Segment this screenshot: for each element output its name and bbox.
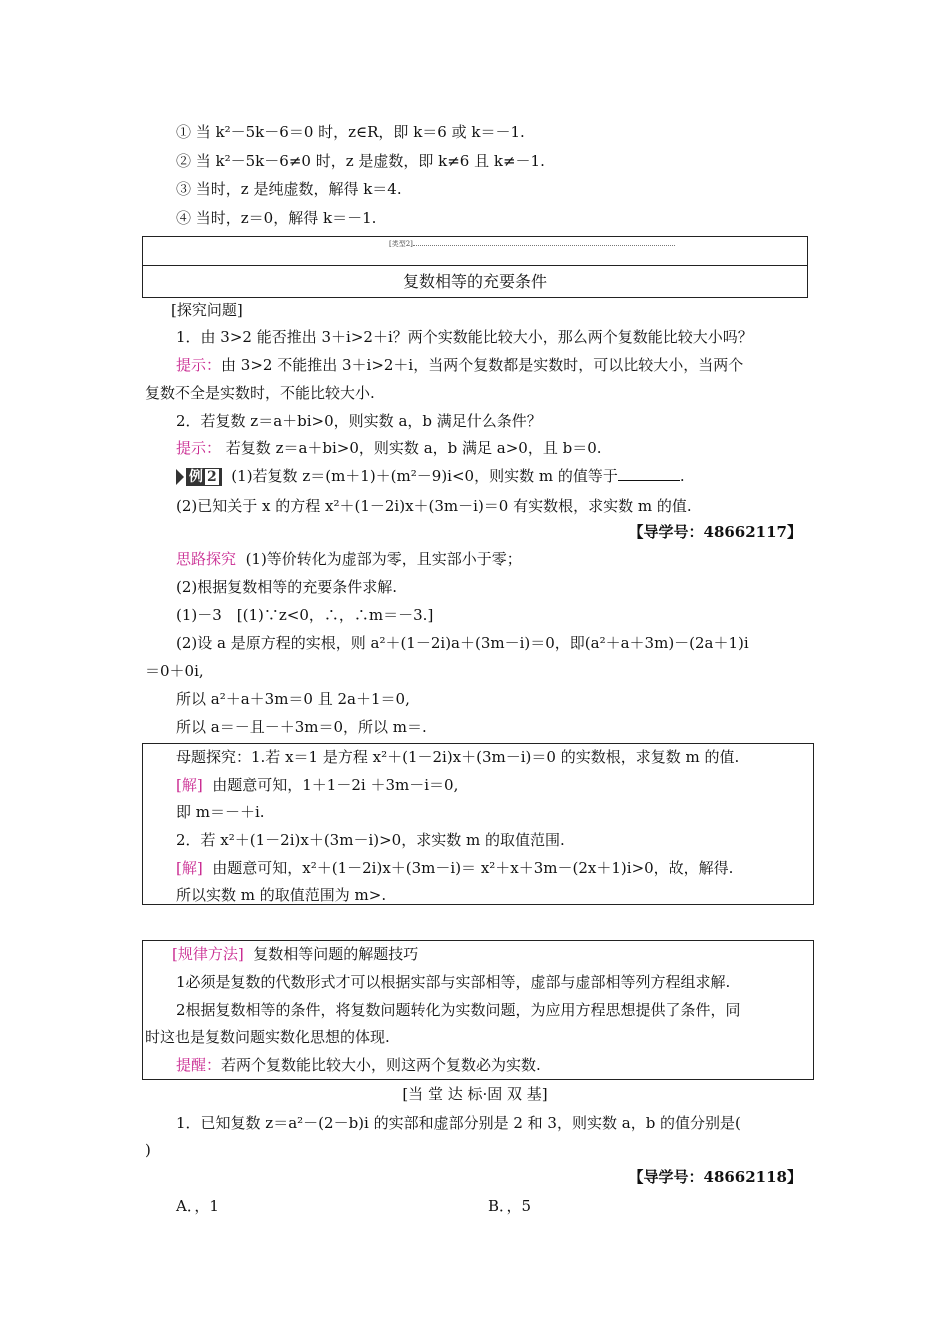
solution-1: (1)－3 [(1)∵z<0，∴，∴m＝－3.] xyxy=(176,606,434,624)
think-line-2: (2)根据复数相等的充要条件求解. xyxy=(176,578,398,596)
option-a: A．，1 xyxy=(176,1197,219,1215)
type-divider xyxy=(143,265,807,266)
think-label: 思路探究 xyxy=(176,550,237,568)
solution-2b: ＝0＋0i, xyxy=(145,662,204,680)
solution-3: 所以 a²＋a＋3m＝0 且 2a＋1＝0, xyxy=(176,690,410,708)
explore-a1-line1 xyxy=(176,355,743,375)
type-tag: [类型2] xyxy=(389,240,413,248)
mother-q1: 母题探究：1.若 x＝1 是方程 x²＋(1－2i)x＋(3m－i)＝0 的实数根，求复数 m 的值. xyxy=(176,748,740,766)
explore-heading: [探究问题] xyxy=(171,301,243,319)
explore-a2-line xyxy=(176,438,602,458)
mother-sol1b: 即 m＝－＋i. xyxy=(176,803,265,821)
hint-label-2: 提示： xyxy=(176,439,222,457)
question-ref: 【导学号：48662118】 xyxy=(628,1168,802,1186)
case-line-2: ② 当 k²－5k－6≠0 时，z 是虚数，即 k≠6 且 k≠－1. xyxy=(176,152,545,170)
solution-2a: (2)设 a 是原方程的实根，则 a²＋(1－2i)a＋(3m－i)＝0，即(a²＋a＋3m)－(2a＋1)i xyxy=(176,634,749,652)
mother-sol2b: 所以实数 m 的取值范围为 m>. xyxy=(176,886,387,904)
think-line-1: 思路探究 (1)等价转化为虚部为零，且实部小于零； xyxy=(176,550,522,568)
type-box xyxy=(142,236,808,298)
example-badge: 例 2 xyxy=(186,468,222,486)
section-title: [当 堂 达 标·固 双 基] xyxy=(402,1085,548,1103)
hint-label: 提示： xyxy=(176,356,222,374)
explore-q2: 2．若复数 z＝a＋bi>0，则实数 a，b 满足什么条件？ xyxy=(176,412,542,430)
explore-a2-text: 若复数 z＝a＋bi>0，则实数 a，b 满足 a>0，且 b＝0. xyxy=(225,439,602,457)
example-ref: 【导学号：48662117】 xyxy=(628,523,802,541)
option-b: B．，5 xyxy=(488,1197,532,1215)
example-line-1: 例 2 (1)若复数 z＝(m＋1)＋(m²－9)i<0，则实数 m 的值等于 . xyxy=(176,466,685,486)
rule-title: 复数相等问题的解题技巧 xyxy=(253,945,419,963)
type-dotted-rule xyxy=(413,245,675,246)
mother-sol2: [解] 由题意可知，x²＋(1－2i)x＋(3m－i)＝ x²＋x＋3m－(2x＋1)i>0，故，解得. xyxy=(176,859,734,877)
mother-q2: 2．若 x²＋(1－2i)x＋(3m－i)>0，求实数 m 的取值范围. xyxy=(176,831,565,849)
explore-a1-text: 由 3>2 不能推出 3＋i>2＋i，当两个复数都是实数时，可以比较大小，当两个 xyxy=(221,356,744,374)
mother-box xyxy=(142,743,814,905)
case-line-3: ③ 当时，z 是纯虚数，解得 k＝4. xyxy=(176,180,402,198)
example-arrow-icon xyxy=(176,469,184,485)
rule-remind: 提醒：若两个复数能比较大小，则这两个复数必为实数. xyxy=(176,1056,541,1074)
rule-label: [规律方法] xyxy=(172,945,244,963)
rule-p1: 1必须是复数的代数形式才可以根据实部与实部相等，虚部与虚部相等列方程组求解. xyxy=(176,973,731,991)
solution-4: 所以 a＝－且－＋3m＝0，所以 m＝. xyxy=(176,718,427,736)
answer-blank xyxy=(618,466,680,481)
remind-label: 提醒： xyxy=(176,1056,222,1074)
mother-sol1: [解] 由题意可知，1＋1－2i ＋3m－i＝0, xyxy=(176,776,459,794)
example-p1: (1)若复数 z＝(m＋1)＋(m²－9)i<0，则实数 m 的值等于 xyxy=(231,467,618,485)
rule-p2a: 2根据复数相等的条件，将复数问题转化为实数问题，为应用方程思想提供了条件，同 xyxy=(176,1001,741,1019)
solution-label: [解] xyxy=(176,776,203,794)
explore-a1-line2: 复数不全是实数时，不能比较大小. xyxy=(145,384,375,402)
question-1b: ) xyxy=(145,1141,151,1159)
example-p2: (2)已知关于 x 的方程 x²＋(1－2i)x＋(3m－i)＝0 有实数根，求实数 m 的值. xyxy=(176,497,692,515)
explore-q1: 1．由 3>2 能否推出 3＋i>2＋i？两个实数能比较大小，那么两个复数能比较大小吗？ xyxy=(176,328,753,346)
question-1a: 1．已知复数 z＝a²－(2－b)i 的实部和虚部分别是 2 和 3，则实数 a，b 的值分别是( xyxy=(176,1114,741,1132)
solution-label-2: [解] xyxy=(176,859,203,877)
type-title: 复数相等的充要条件 xyxy=(402,272,547,291)
case-line-4: ④ 当时，z＝0，解得 k＝－1. xyxy=(176,209,377,227)
rule-p2b: 时这也是复数问题实数化思想的体现. xyxy=(145,1028,390,1046)
rule-heading xyxy=(172,944,418,964)
case-line-1: ① 当 k²－5k－6＝0 时，z∈R，即 k＝6 或 k＝－1. xyxy=(176,123,525,141)
